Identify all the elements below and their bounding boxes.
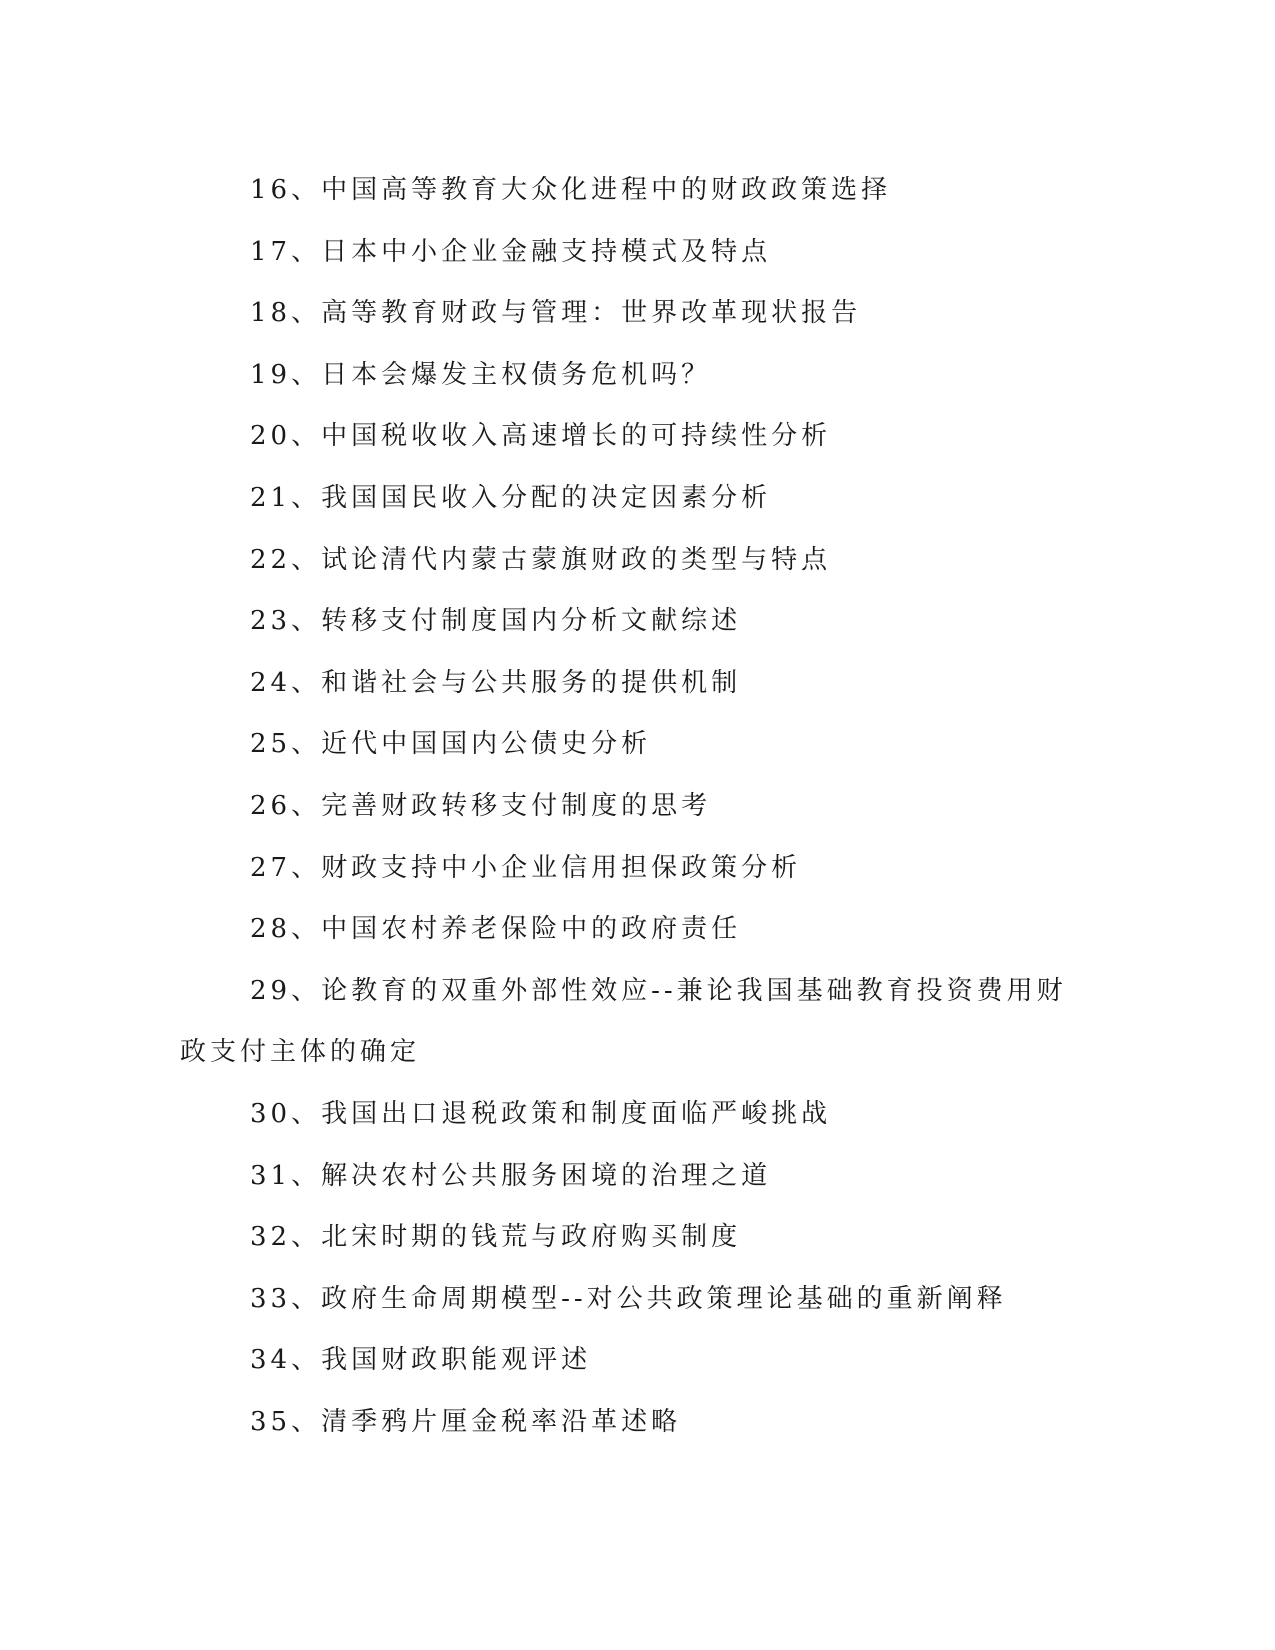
- list-item: 18、高等教育财政与管理：世界改革现状报告: [250, 298, 862, 329]
- list-item: 16、中国高等教育大众化进程中的财政政策选择: [250, 175, 892, 205]
- list-item: 29、论教育的双重外部性效应--兼论我国基础教育投资费用财政支付主体的确定: [180, 975, 1067, 1068]
- list-item: 33、政府生命周期模型--对公共政策理论基础的重新阐释: [250, 1283, 1007, 1314]
- list-item: 19、日本会爆发主权债务危机吗？: [250, 359, 712, 390]
- list-item: 22、试论清代内蒙古蒙旗财政的类型与特点: [250, 544, 832, 575]
- list-item: 21、我国国民收入分配的决定因素分析: [250, 482, 772, 513]
- list-item: 34、我国财政职能观评述: [250, 1345, 592, 1376]
- list-item: 24、和谐社会与公共服务的提供机制: [250, 667, 742, 698]
- paper-title-list: [180, 160, 1080, 1453]
- list-item: 31、解决农村公共服务困境的治理之道: [250, 1160, 772, 1191]
- list-item: 35、清季鸦片厘金税率沿革述略: [250, 1406, 682, 1437]
- list-item: 23、转移支付制度国内分析文献综述: [250, 606, 742, 637]
- list-item: 26、完善财政转移支付制度的思考: [250, 790, 712, 821]
- list-item: 28、中国农村养老保险中的政府责任: [250, 914, 742, 945]
- list-item: 32、北宋时期的钱荒与政府购买制度: [250, 1222, 742, 1253]
- list-item: 27、财政支持中小企业信用担保政策分析: [250, 852, 802, 883]
- list-item: 25、近代中国国内公债史分析: [250, 729, 652, 760]
- list-item: 17、日本中小企业金融支持模式及特点: [250, 236, 772, 267]
- list-item: 30、我国出口退税政策和制度面临严峻挑战: [250, 1098, 832, 1129]
- list-item: 20、中国税收收入高速增长的可持续性分析: [250, 421, 832, 452]
